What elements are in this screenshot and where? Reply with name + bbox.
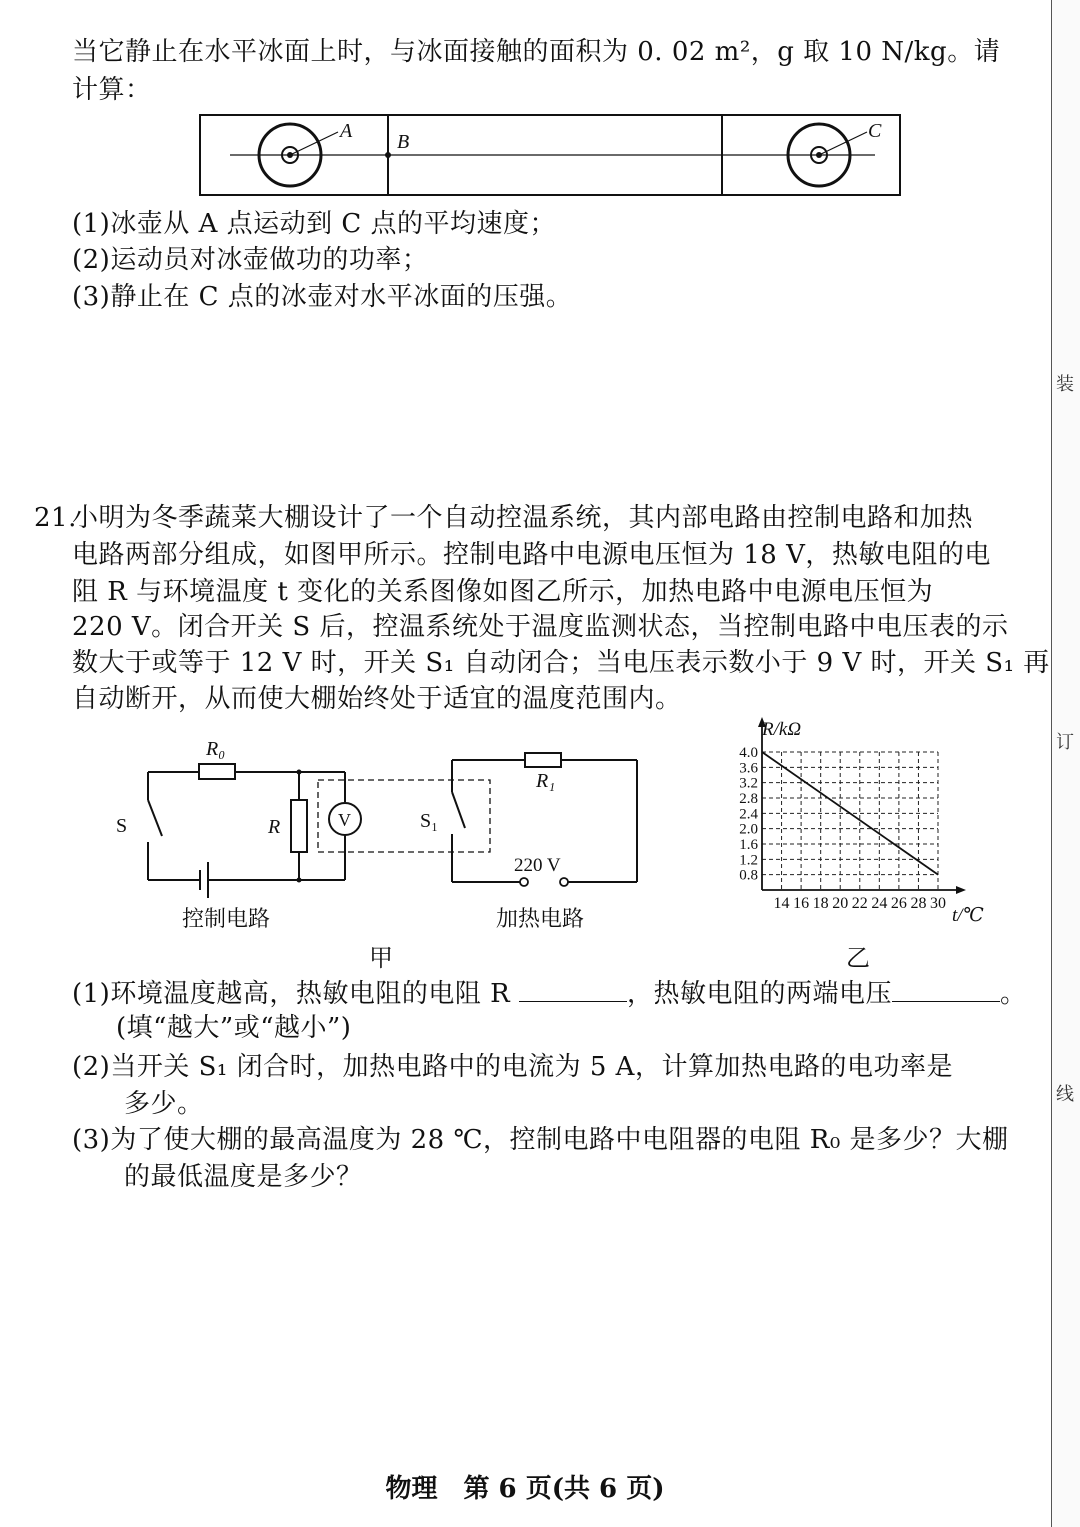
label-r0: R₀ bbox=[206, 738, 226, 760]
chart-y-tick-5: 2.8 bbox=[739, 791, 758, 807]
label-s: S bbox=[116, 815, 128, 837]
chart-x-tick-24: 24 bbox=[871, 895, 888, 912]
label-r: R bbox=[268, 816, 281, 838]
chart-y-tick-1: 1.2 bbox=[739, 852, 758, 869]
q21-part-3-line-1: (3)为了使大棚的最高温度为 28 ℃，控制电路中电阻器的电阻 R₀ 是多少？大棚 bbox=[72, 1125, 1009, 1155]
q21-part-2-line-1: (2)当开关 S₁ 闭合时，加热电路中的电流为 5 A，计算加热电路的电功率是 bbox=[72, 1052, 953, 1082]
resistor-r bbox=[291, 800, 307, 852]
q20-part-2: (2)运动员对冰壶做功的功率； bbox=[72, 245, 429, 275]
curling-track-figure bbox=[195, 110, 907, 200]
resistance-temperature-chart bbox=[700, 715, 1000, 930]
chart-y-tick-8: 4.0 bbox=[739, 745, 758, 761]
chart-x-tick-20: 20 bbox=[832, 895, 849, 912]
margin-char-2: 订 bbox=[1056, 732, 1074, 753]
chart-x-tick-30: 30 bbox=[930, 895, 946, 912]
q21-line-2: 电路两部分组成，如图甲所示。控制电路中电源电压恒为 18 V，热敏电阻的电 bbox=[72, 540, 991, 570]
resistor-r0 bbox=[199, 764, 235, 779]
q21-part-1-text-c: 。 bbox=[999, 979, 1027, 1009]
chart-x-tick-16: 16 bbox=[793, 895, 810, 912]
switch-s bbox=[148, 800, 162, 836]
intro-line-1: 当它静止在水平冰面上时，与冰面接触的面积为 0. 02 m²，g 取 10 N/kg。请 bbox=[72, 37, 1001, 67]
chart-x-axis-arrow bbox=[956, 886, 966, 894]
chart-x-tick-28: 28 bbox=[910, 895, 927, 912]
q21-part-1-text-b: ，热敏电阻的两端电压 bbox=[626, 979, 892, 1009]
label-v: V bbox=[338, 810, 351, 830]
margin-char-3: 线 bbox=[1056, 1084, 1074, 1105]
chart-x-tick-18: 18 bbox=[812, 895, 829, 912]
chart-y-tick-3: 2.0 bbox=[739, 821, 758, 838]
chart-y-tick-4: 2.4 bbox=[739, 806, 758, 823]
q21-line-3: 阻 R 与环境温度 t 变化的关系图像如图乙所示，加热电路中电源电压恒为 bbox=[72, 577, 934, 607]
point-b-label: B bbox=[397, 131, 410, 153]
q21-part-1-text-a: (1)环境温度越高，热敏电阻的电阻 R bbox=[72, 979, 511, 1009]
switch-s1 bbox=[452, 792, 465, 828]
q21-line-4: 220 V。闭合开关 S 后，控温系统处于温度监测状态，当控制电路中电压表的示 bbox=[72, 612, 1009, 642]
q21-part-2-line-2: 多少。 bbox=[124, 1089, 204, 1119]
chart-x-axis-label: t/℃ bbox=[952, 905, 984, 926]
label-r1: R₁ bbox=[536, 770, 556, 792]
label-s1: S₁ bbox=[420, 810, 439, 832]
control-circuit-label: 控制电路 bbox=[182, 907, 271, 932]
chart-x-tick-26: 26 bbox=[890, 895, 907, 912]
page-footer: 物理 第 6 页(共 6 页) bbox=[385, 1474, 665, 1504]
chart-y-tick-2: 1.6 bbox=[739, 837, 758, 853]
q21-part-1 bbox=[72, 975, 1026, 1011]
answer-blank-2[interactable] bbox=[892, 975, 1000, 1002]
binding-margin bbox=[1051, 0, 1080, 1527]
q20-part-3: (3)静止在 C 点的冰壶对水平冰面的压强。 bbox=[72, 282, 573, 312]
heating-circuit-label: 加热电路 bbox=[496, 907, 585, 932]
q21-part-3-line-2: 的最低温度是多少？ bbox=[124, 1162, 363, 1192]
point-c-label: C bbox=[868, 120, 882, 142]
q21-line-6: 自动断开，从而使大棚始终处于适宜的温度范围内。 bbox=[72, 684, 682, 714]
answer-blank-1[interactable] bbox=[519, 975, 627, 1002]
figure-yi-caption: 乙 bbox=[846, 944, 870, 972]
q21-number: 21. bbox=[34, 503, 77, 533]
intro-line-2: 计算： bbox=[72, 75, 152, 105]
margin-char-1: 装 bbox=[1056, 374, 1074, 395]
chart-x-tick-14: 14 bbox=[773, 895, 790, 912]
q20-part-1: (1)冰壶从 A 点运动到 C 点的平均速度； bbox=[72, 209, 557, 239]
chart-y-tick-6: 3.2 bbox=[739, 775, 758, 792]
chart-y-tick-7: 3.6 bbox=[739, 760, 758, 777]
chart-x-tick-22: 22 bbox=[851, 895, 868, 912]
point-a-label: A bbox=[340, 120, 353, 142]
chart-y-axis-label: R/kΩ bbox=[762, 719, 802, 740]
q21-part-1-hint: (填“越大”或“越小”) bbox=[116, 1013, 352, 1043]
q21-line-5: 数大于或等于 12 V 时，开关 S₁ 自动闭合；当电压表示数小于 9 V 时，开关 S₁ 再 bbox=[72, 648, 1050, 678]
q21-line-1: 小明为冬季蔬菜大棚设计了一个自动控温系统，其内部电路由控制电路和加热 bbox=[72, 503, 974, 533]
resistor-r1 bbox=[525, 753, 561, 767]
circuit-diagram bbox=[100, 730, 660, 915]
label-220v: 220 V bbox=[514, 855, 561, 876]
figure-jia-caption: 甲 bbox=[369, 944, 393, 972]
chart-y-tick-0: 0.8 bbox=[739, 867, 758, 884]
